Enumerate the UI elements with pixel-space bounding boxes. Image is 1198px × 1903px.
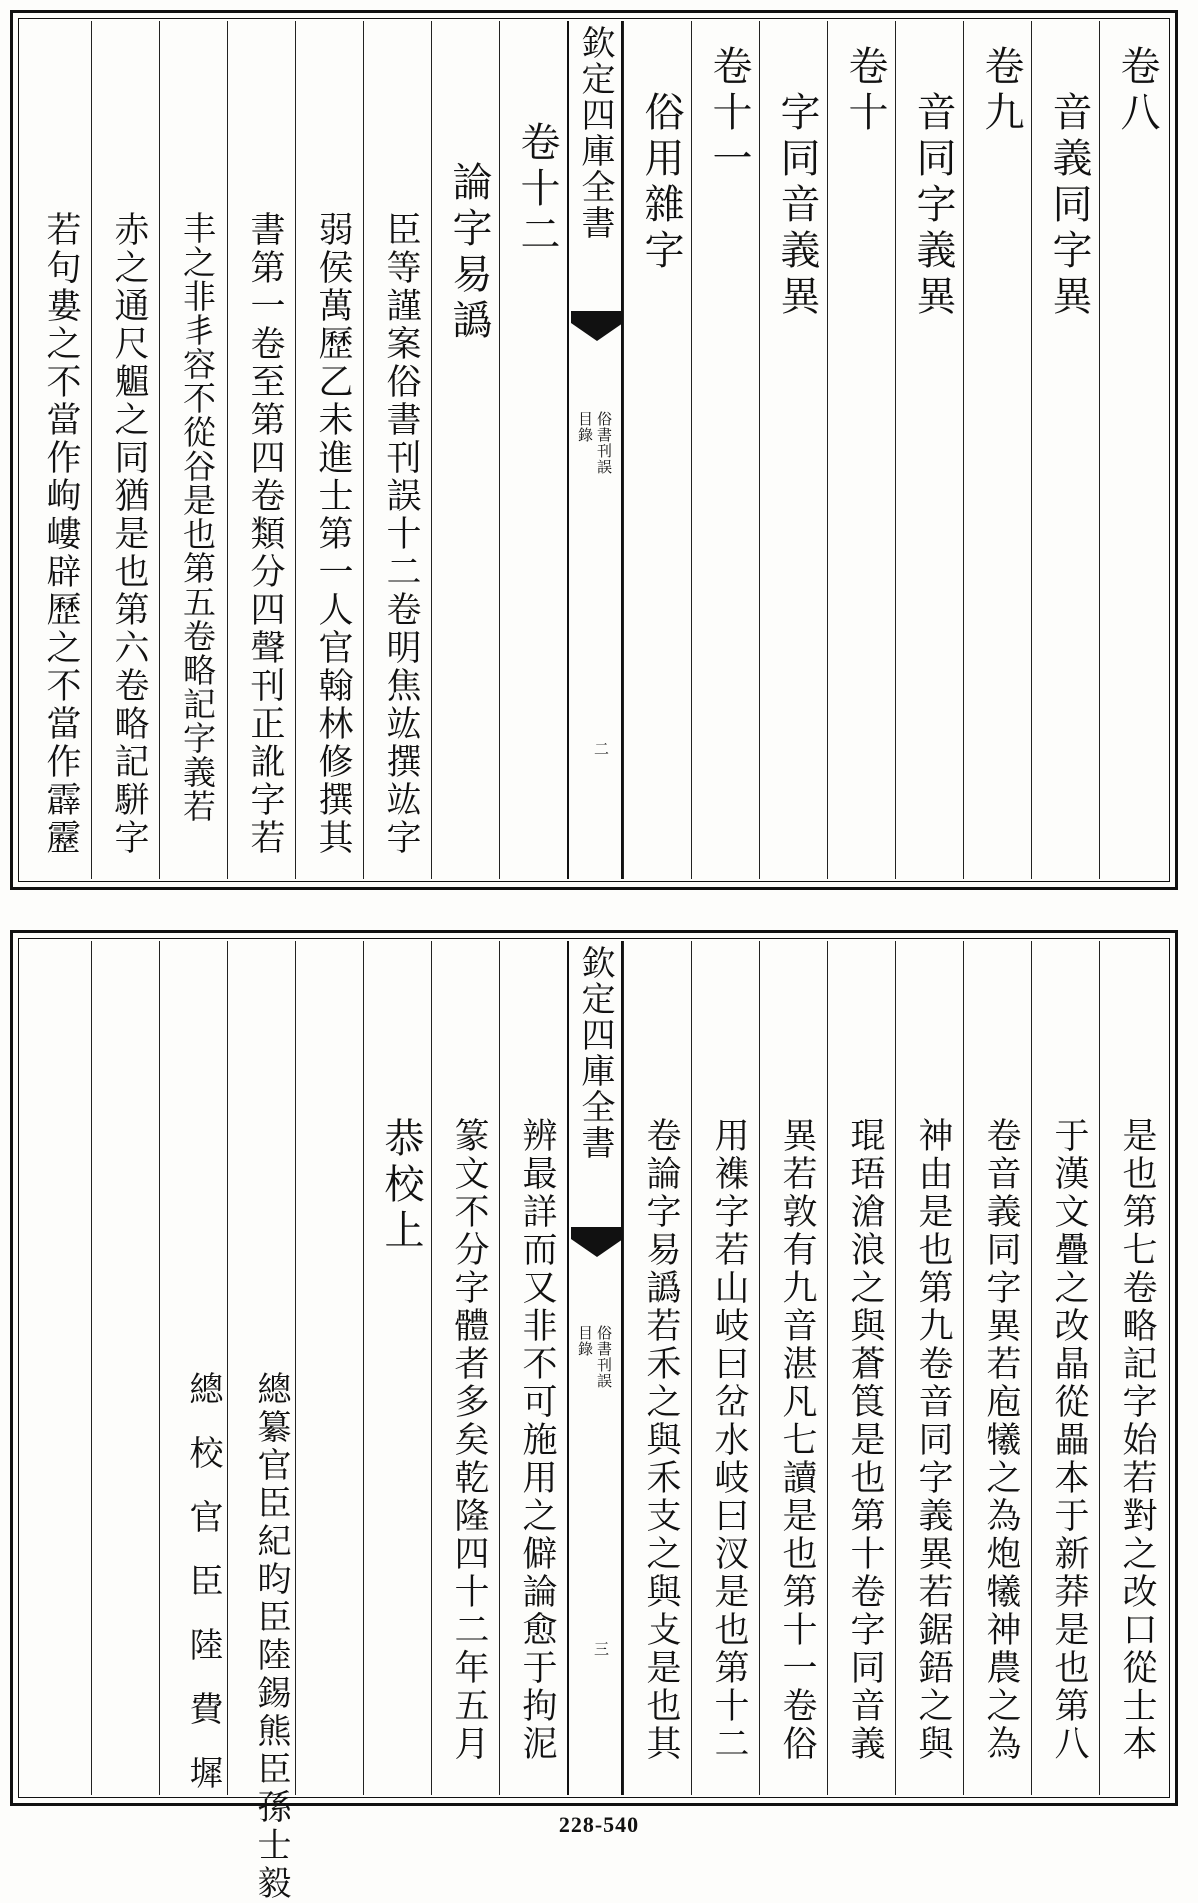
column-text: 丰之非丯容不從谷是也第五卷略記字義若 bbox=[178, 211, 217, 823]
text-column bbox=[21, 21, 91, 879]
column-text: 音同字義異 bbox=[910, 91, 956, 321]
text-column bbox=[227, 21, 295, 879]
text-column bbox=[1099, 21, 1167, 879]
text-column bbox=[1031, 941, 1099, 1795]
gutter-title: 欽定四庫全書 bbox=[575, 945, 615, 1161]
text-column bbox=[623, 941, 691, 1795]
column-text: 神由是也第九卷音同字義異若鋸鋙之與 bbox=[913, 1117, 953, 1763]
column-text: 異若敦有九音湛凡七讀是也第十一卷俗 bbox=[777, 1117, 817, 1763]
column-text: 書第一卷至第四卷類分四聲刊正訛字若 bbox=[245, 211, 285, 857]
column-text: 卷音義同字異若庖犧之為炮犧神農之為 bbox=[981, 1117, 1021, 1763]
text-column bbox=[499, 21, 567, 879]
gutter-page-number: 二 bbox=[592, 741, 610, 756]
center-gutter bbox=[567, 941, 623, 1795]
text-column bbox=[159, 21, 227, 879]
text-column bbox=[895, 941, 963, 1795]
gutter-section: 目錄 bbox=[576, 1325, 594, 1357]
text-column bbox=[827, 21, 895, 879]
text-column bbox=[499, 941, 567, 1795]
compiler-credit: 總纂官臣紀昀臣陸錫熊臣孫士毅 bbox=[251, 1371, 291, 1903]
text-column bbox=[91, 21, 159, 879]
text-column bbox=[295, 941, 363, 1795]
text-column bbox=[431, 21, 499, 879]
column-text: 篆文不分字體者多矣乾隆四十二年五月 bbox=[449, 1117, 489, 1763]
column-text: 若句婁之不當作岣嶁辟歷之不當作霹靂 bbox=[41, 211, 81, 857]
text-column bbox=[227, 941, 295, 1903]
top-page-columns bbox=[21, 21, 1167, 879]
column-text: 恭校上 bbox=[378, 1117, 424, 1255]
column-text: 卷九 bbox=[978, 45, 1024, 137]
text-column bbox=[963, 941, 1031, 1795]
column-text: 辨最詳而又非不可施用之僻論愈于拘泥 bbox=[517, 1117, 557, 1763]
column-text: 俗用雜字 bbox=[638, 91, 684, 275]
gutter-page-number: 三 bbox=[592, 1641, 610, 1656]
column-text: 卷十二 bbox=[514, 121, 560, 259]
column-text: 卷十一 bbox=[706, 45, 752, 183]
column-text: 字同音義異 bbox=[774, 91, 820, 321]
column-text: 論字易譌 bbox=[446, 161, 492, 345]
gutter-title: 欽定四庫全書 bbox=[575, 25, 615, 241]
text-column bbox=[363, 941, 431, 1795]
text-column bbox=[21, 941, 91, 1795]
column-text: 是也第七卷略記字始若對之改口從士本 bbox=[1117, 1117, 1157, 1763]
page-number: 228-540 bbox=[558, 1812, 640, 1837]
text-column bbox=[1099, 941, 1167, 1795]
column-text: 弱侯萬歷乙未進士第一人官翰林修撰其 bbox=[313, 211, 353, 857]
fishtail-mark-icon bbox=[571, 1227, 623, 1263]
column-text: 臣等謹案俗書刊誤十二卷明焦竑撰竑字 bbox=[381, 211, 421, 857]
text-column bbox=[91, 941, 159, 1795]
gutter-book-title: 俗書刊誤 bbox=[595, 411, 613, 475]
column-text: 卷八 bbox=[1114, 45, 1160, 137]
column-text: 用襍字若山岐曰岔水岐曰汊是也第十二 bbox=[709, 1117, 749, 1763]
text-column bbox=[895, 21, 963, 879]
text-column bbox=[623, 21, 691, 879]
text-column bbox=[295, 21, 363, 879]
text-column bbox=[759, 941, 827, 1795]
text-column bbox=[691, 941, 759, 1795]
text-column bbox=[159, 941, 227, 1819]
column-text: 卷論字易譌若禾之與禾支之與攴是也其 bbox=[641, 1117, 681, 1763]
text-column bbox=[963, 21, 1031, 879]
center-gutter bbox=[567, 21, 623, 879]
text-column bbox=[691, 21, 759, 879]
gutter-book-title: 俗書刊誤 bbox=[595, 1325, 613, 1389]
text-column bbox=[827, 941, 895, 1795]
column-text: 卷十 bbox=[842, 45, 888, 137]
gutter-section: 目錄 bbox=[576, 411, 594, 443]
column-text: 音義同字異 bbox=[1046, 91, 1092, 321]
column-text: 于漢文疊之改晶從畾本于新莽是也第八 bbox=[1049, 1117, 1089, 1763]
text-column bbox=[431, 941, 499, 1795]
text-column bbox=[363, 21, 431, 879]
text-column bbox=[759, 21, 827, 879]
fishtail-mark-icon bbox=[571, 311, 623, 347]
text-column bbox=[1031, 21, 1099, 879]
top-page bbox=[10, 10, 1178, 890]
collator-credit: 總校官臣陸費墀 bbox=[183, 1371, 223, 1819]
column-text: 琨珸滄浪之與蒼筤是也第十卷字同音義 bbox=[845, 1117, 885, 1763]
column-text: 赤之通尺䰨之同猶是也第六卷略記駢字 bbox=[109, 211, 149, 857]
